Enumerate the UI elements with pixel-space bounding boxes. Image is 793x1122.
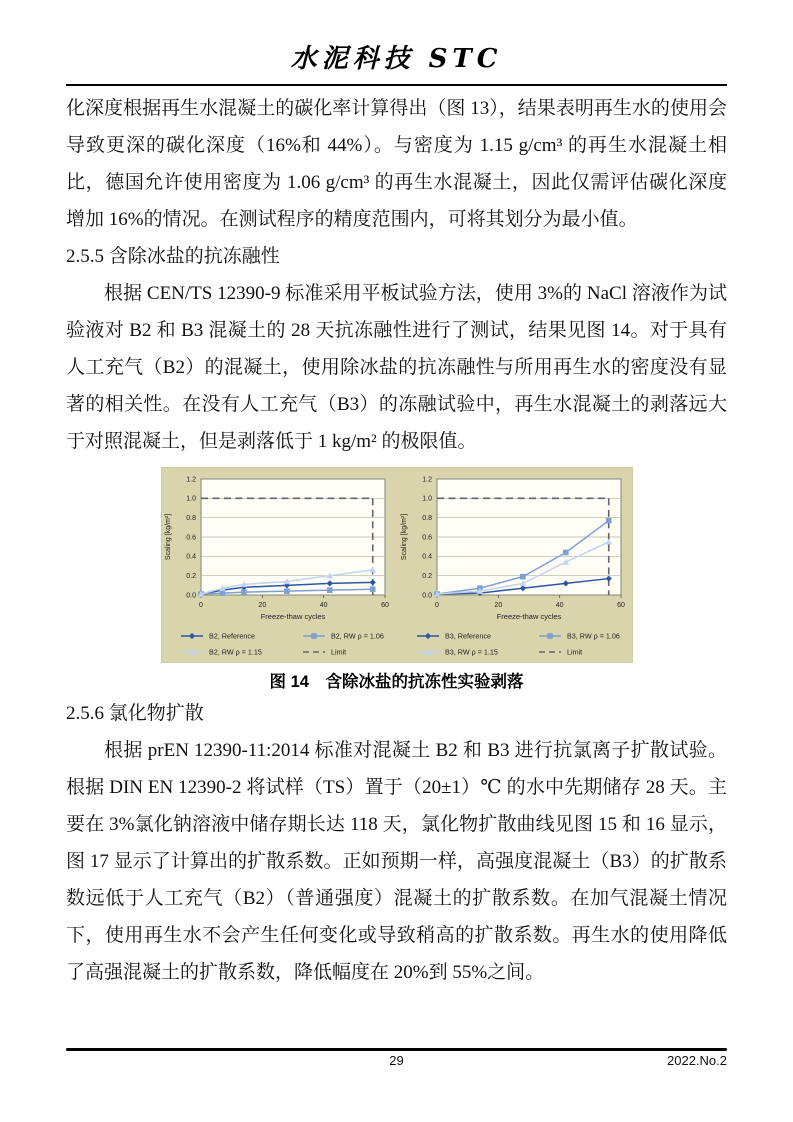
svg-text:B3, Reference: B3, Reference	[444, 631, 491, 641]
svg-text:B2, RW ρ = 1.15: B2, RW ρ = 1.15	[208, 647, 262, 657]
svg-text:0.2: 0.2	[421, 573, 432, 581]
svg-text:20: 20	[257, 602, 266, 609]
paragraph-freeze-thaw: 根据 CEN/TS 12390-9 标准采用平板试验方法，使用 3%的 NaCl 溶液作为试验液对 B2 和 B3 混凝土的 28 天抗冻融性进行了测试，结果见图 14。对于具有人工充气（B2）的混凝土，使用除冰盐的抗冻融性与所用再生水的密度没有显著的相关性。在没有人工充气（B3）的冻融试验中，再生水混凝土的剥落远大于对照混凝土，但是剥落低于 1 kg/m² 的极限值。	[66, 283, 727, 452]
svg-text:0.6: 0.6	[421, 534, 432, 542]
svg-text:0.8: 0.8	[185, 515, 196, 523]
svg-text:0.4: 0.4	[185, 553, 196, 561]
issue-number: 2022.No.2	[667, 1053, 727, 1068]
footer-row	[66, 1053, 727, 1071]
page-header	[0, 0, 793, 75]
svg-text:1.0: 1.0	[421, 495, 432, 503]
section-heading-2-5-5: 2.5.5 含除冰盐的抗冻融性	[66, 246, 280, 267]
figure-14-caption: 图 14 含除冰盐的抗冻性实验剥落	[269, 673, 524, 691]
svg-text:1.2: 1.2	[421, 476, 432, 484]
svg-text:40: 40	[319, 602, 328, 609]
journal-title: 水泥科技 STC	[290, 44, 503, 74]
svg-text:1.0: 1.0	[185, 495, 196, 503]
paragraph-carbonation: 化深度根据再生水混凝土的碳化率计算得出（图 13），结果表明再生水的使用会导致更深的碳化深度（16%和 44%）。与密度为 1.15 g/cm³ 的再生水混凝土相比，德国允许使用密度为 1.06 g/cm³ 的再生水混凝土，因此仅需评估碳化深度增加 16%的情况。在测试程序的精度范围内，可将其划分为最小值。	[66, 98, 727, 230]
svg-text:0.0: 0.0	[185, 592, 196, 600]
figure-14-image	[161, 467, 633, 663]
svg-text:B2, Reference: B2, Reference	[208, 631, 255, 641]
svg-text:Scaling [kg/m²]: Scaling [kg/m²]	[400, 513, 408, 561]
figure-14	[161, 467, 633, 695]
svg-text:0.8: 0.8	[421, 515, 432, 523]
footer-rule	[66, 1048, 727, 1051]
page-footer	[66, 1048, 727, 1071]
paragraph-chloride-diffusion: 根据 prEN 12390-11:2014 标准对混凝土 B2 和 B3 进行抗氯离子扩散试验。根据 DIN EN 12390-2 将试样（TS）置于（20±1）℃ 的水中先期储存 28 天。主要在 3%氯化钠溶液中储存期长达 118 天，氯化物扩散曲线见图 15 和 16 显示，图 17 显示了计算出的扩散系数。正如预期一样，高强度混凝土（B3）的扩散系数远低于人工充气（B2）（普通强度）混凝土的扩散系数。在加气混凝土情况下，使用再生水不会产生任何变化或导致稍高的扩散系数。再生水的使用降低了高强混凝土的扩散系数，降低幅度在 20%到 55%之间。	[66, 740, 727, 983]
svg-text:Freeze-thaw cycles: Freeze-thaw cycles	[260, 612, 325, 621]
svg-text:Limit: Limit	[330, 647, 346, 657]
svg-text:60: 60	[380, 602, 389, 609]
svg-text:B3, RW ρ = 1.15: B3, RW ρ = 1.15	[444, 647, 498, 657]
article-body	[0, 86, 793, 991]
svg-text:20: 20	[493, 602, 502, 609]
svg-text:Freeze-thaw cycles: Freeze-thaw cycles	[496, 612, 561, 621]
svg-text:0: 0	[198, 602, 203, 609]
svg-text:Scaling [kg/m²]: Scaling [kg/m²]	[164, 513, 172, 561]
section-heading-2-5-6: 2.5.6 氯化物扩散	[66, 703, 204, 724]
svg-text:Limit: Limit	[566, 647, 582, 657]
svg-text:0: 0	[434, 602, 439, 609]
svg-text:60: 60	[616, 602, 625, 609]
svg-text:0.6: 0.6	[185, 534, 196, 542]
svg-text:0.4: 0.4	[421, 553, 432, 561]
svg-text:B3, RW ρ = 1.06: B3, RW ρ = 1.06	[566, 631, 620, 641]
svg-text:B2, RW ρ = 1.06: B2, RW ρ = 1.06	[330, 631, 384, 641]
svg-text:1.2: 1.2	[185, 476, 196, 484]
chart-b2-scaling	[161, 467, 397, 663]
chart-b3-scaling	[397, 467, 633, 663]
page-number: 29	[389, 1053, 404, 1068]
svg-text:40: 40	[555, 602, 564, 609]
svg-text:0.0: 0.0	[421, 592, 432, 600]
svg-text:0.2: 0.2	[185, 573, 196, 581]
